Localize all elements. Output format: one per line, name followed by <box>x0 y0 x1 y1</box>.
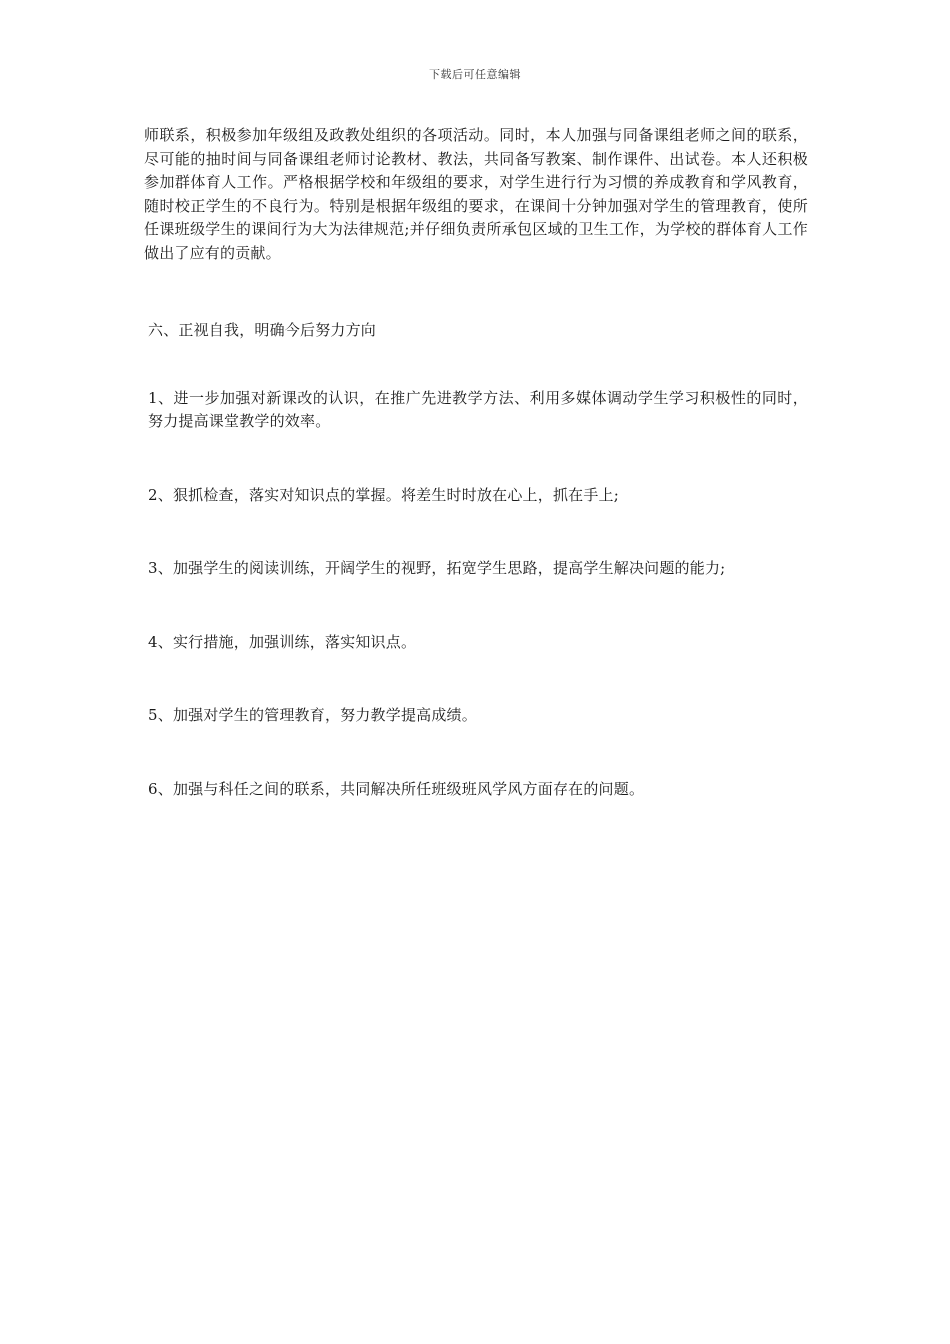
intro-paragraph: 师联系，积极参加年级组及政教处组织的各项活动。同时，本人加强与同备课组老师之间的联系，尽可能的抽时间与同备课组老师讨论教材、教法，共同备写教案、制作课件、出试卷。本人还积极参加群体育人工作。严格根据学校和年级组的要求，对学生进行行为习惯的养成教育和学风教育，随时校正学生的不良行为。特别是根据年级组的要求，在课间十分钟加强对学生的管理教育，使所任课班级学生的课间行为大为法律规范;并仔细负责所承包区域的卫生工作，为学校的群体育人工作做出了应有的贡献。 <box>144 126 808 262</box>
list-item: 3、加强学生的阅读训练，开阔学生的视野，拓宽学生思路，提高学生解决问题的能力; <box>148 559 726 577</box>
page-header-note: 下载后可任意编辑 <box>429 68 521 81</box>
list-item: 1、进一步加强对新课改的认识，在推广先进教学方法、利用多媒体调动学生学习积极性的同时，努力提高课堂教学的效率。 <box>148 388 808 430</box>
list-item: 4、实行措施，加强训练，落实知识点。 <box>148 632 417 651</box>
section-heading: 六、正视自我，明确今后努力方向 <box>148 321 377 339</box>
list-item: 2、狠抓检查，落实对知识点的掌握。将差生时时放在心上，抓在手上; <box>148 485 620 504</box>
document-body <box>144 124 808 851</box>
list-item: 6、加强与科任之间的联系，共同解决所任班级班风学风方面存在的问题。 <box>148 779 645 798</box>
list-item: 5、加强对学生的管理教育，努力教学提高成绩。 <box>148 706 477 724</box>
